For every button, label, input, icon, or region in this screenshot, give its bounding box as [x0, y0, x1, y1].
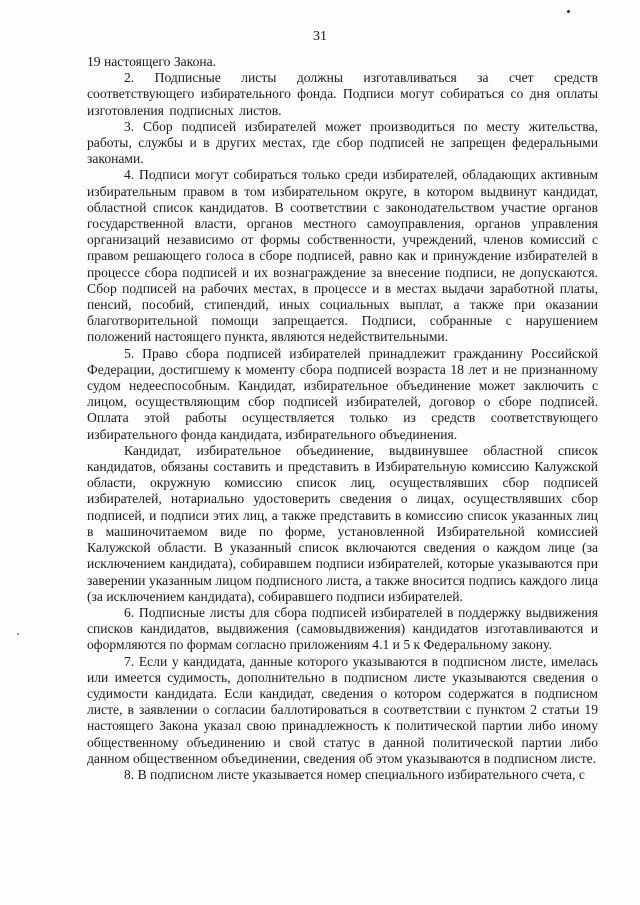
paragraph-item-5: 5. Право сбора подписей избирателей принадлежит гражданину Российской Федерации, достигшему к моменту сбора подписей возраста 18 лет и не признанному судом недееспособным. Кандидат, избирательное объединение может заключить с лицом, осуществляющим сбор подписей избирателей, договор о сборе подписей. Оплата этой работы осуществляется только из средств соответствующего избирательного фонда кандидата, избирательного объединения.: [87, 345, 598, 442]
paragraph-continuation: 19 настоящего Закона.: [87, 54, 217, 69]
page-number: 31: [313, 29, 327, 44]
paragraph-item-8: 8. В подписном листе указывается номер специального избирательного счета, с: [124, 766, 585, 782]
paragraph-item-5-continued: Кандидат, избирательное объединение, выдвинувшее областной список кандидатов, обязаны составить и представить в Избирательную комиссию Калужской области, окружную комиссию список лиц, осуществлявших сбор подписей избирателей, нотариально удостоверить сведения о лицах, осуществлявших сбор подписей, и подписи этих лиц, а также представить в комиссию список указанных лиц в машиночитаемом виде по форме, установленной Избирательной комиссией Калужской области. В указанный список включаются сведения о каждом лице (за исключением кандидата), собиравшем подписи избирателей, которые указываются при заверении указанным лицом подписного листа, а также вносится подпись каждого лица (за исключением кандидата), собиравшего подписи избирателей.: [87, 442, 598, 604]
paragraph-item-2: 2. Подписные листы должны изготавливаться за счет средств соответствующего избирательного фонда. Подписи могут собираться со дня оплаты изготовления подписных листов.: [87, 70, 598, 118]
paragraph-item-6: 6. Подписные листы для сбора подписей избирателей в поддержку выдвижения списков кандидатов, выдвижения (самовыдвижения) кандидатов изготавливаются и оформляются по формам согласно приложениям 4.1 и 5 к Федеральному закону.: [87, 604, 598, 653]
paragraph-item-3: 3. Сбор подписей избирателей может производиться по месту жительства, работы, службы и в других местах, где сбор подписей не запрещен федеральными законами.: [87, 118, 598, 167]
scan-margin-dot: [17, 633, 19, 635]
document-body: [87, 54, 598, 783]
scan-dot-mark: [567, 10, 570, 13]
paragraph-item-7: 7. Если у кандидата, данные которого указываются в подписном листе, имелась или имеется судимость, дополнительно в подписном листе указываются сведения о судимости кандидата. Если кандидат, сведения о котором содержатся в подписном листе, в заявлении о согласии баллотироваться в соответствии с пунктом 2 статьи 19 настоящего Закона указал свою принадлежность к политической партии либо иному общественному объединению и свой статус в данной политической партии либо данном общественном объединении, сведения об этом указываются в подписном листе.: [87, 653, 598, 766]
paragraph-item-4: 4. Подписи могут собираться только среди избирателей, обладающих активным избирательным правом в том избирательном округе, в котором выдвинут кандидат, областной список кандидатов. В соответствии с законодательством участие органов государственной власти, органов местного самоуправления, органов управления организаций независимо от формы собственности, учреждений, членов комиссий с правом решающего голоса в сборе подписей, равно как и принуждение избирателей в процессе сбора подписей и их вознаграждение за внесение подписи, не допускаются. Сбор подписей на рабочих местах, в процессе и в местах выдачи заработной платы, пенсий, пособий, стипендий, иных социальных выплат, а также при оказании благотворительной помощи запрещается. Подписи, собранные с нарушением положений настоящего пункта, являются недействительными.: [87, 167, 598, 345]
